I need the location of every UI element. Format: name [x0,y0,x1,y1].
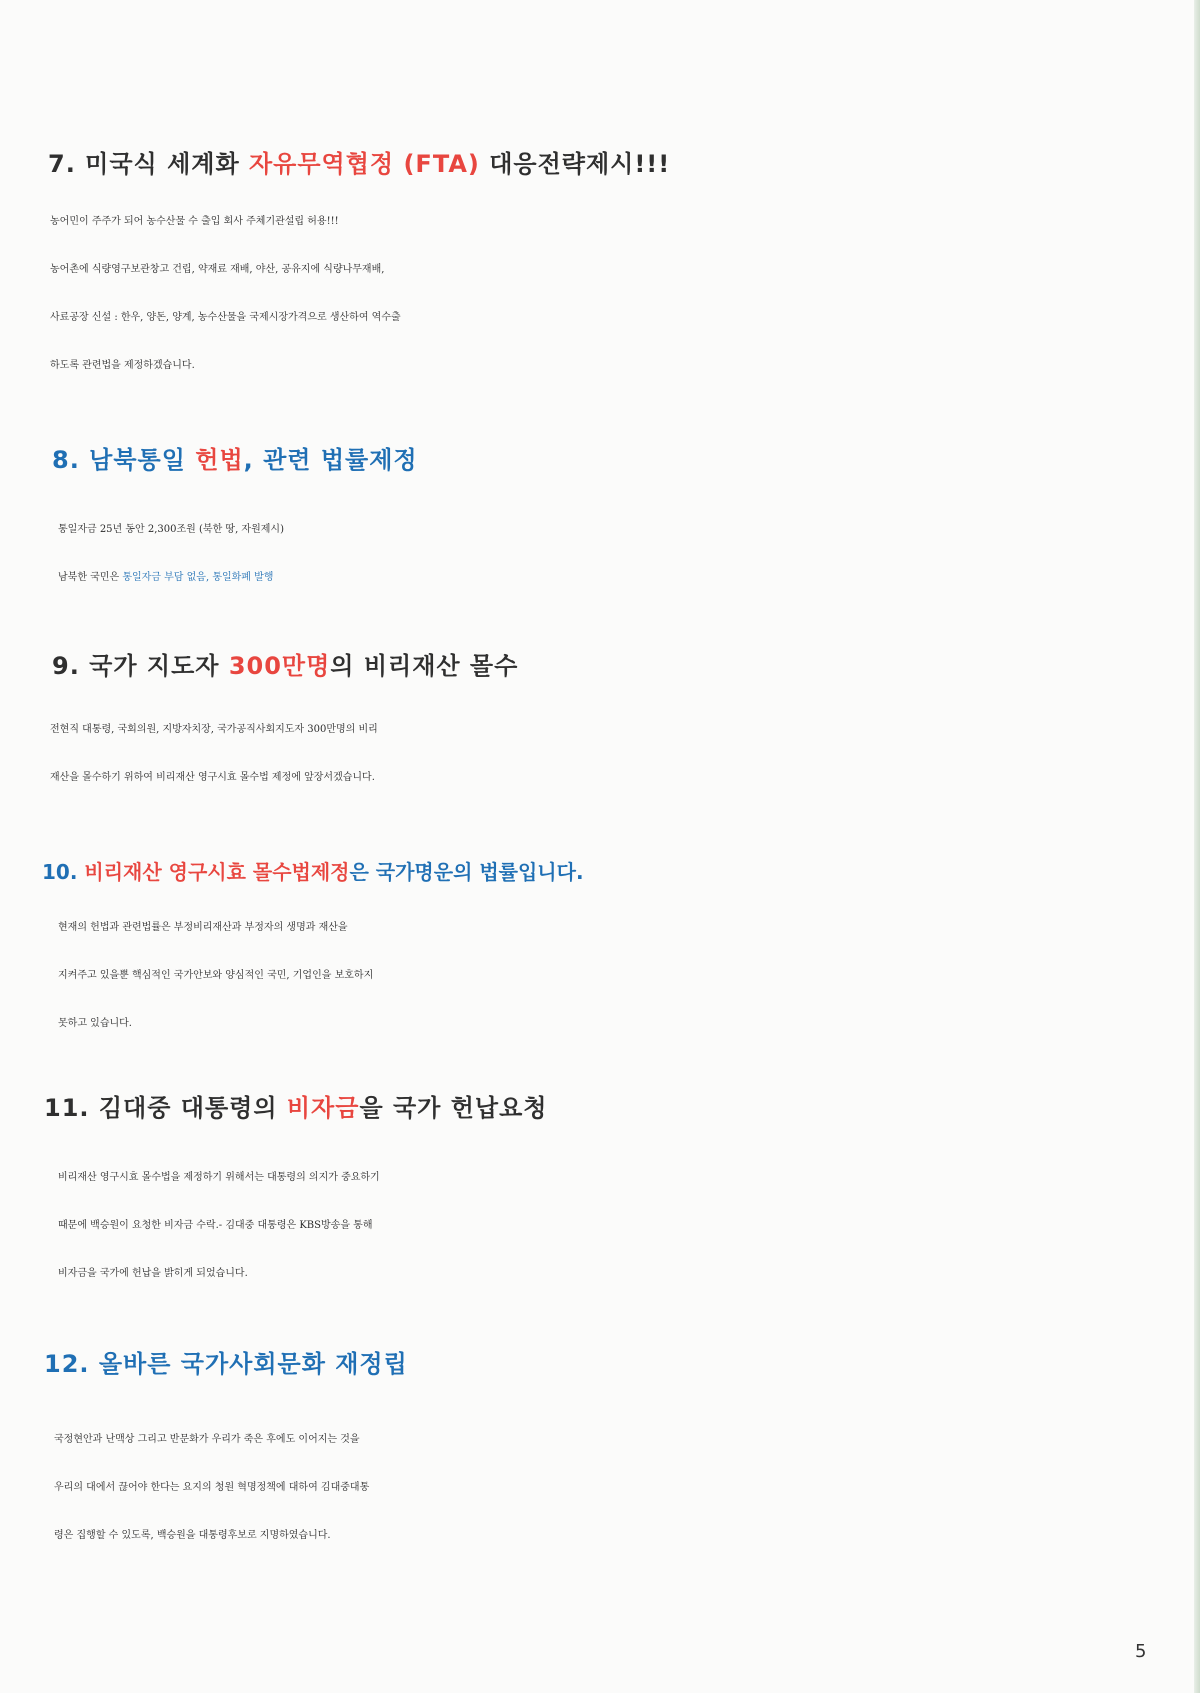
section-8-line-1: 통일자금 25년 동안 2,300조원 (북한 땅, 자원제시) [58,524,284,535]
section-8-heading-part-3: , 관련 법률제정 [243,446,418,474]
section-9-body [50,706,1200,802]
section-10-line-1: 현재의 헌법과 관련법률은 부정비리재산과 부정자의 생명과 재산을 [58,922,348,933]
section-8 [0,434,1200,602]
section-7-heading-part-2: 자유무역협정 (FTA) [249,150,490,178]
section-7-heading-part-3: 대응전략제시!!! [489,150,671,178]
section-11-line-2: 때문에 백승원이 요청한 비자금 수락.- 김대중 대통령은 KBS방송을 통해 [58,1220,373,1231]
section-11-line-1: 비리재산 영구시효 몰수법을 제정하기 위해서는 대통령의 의지가 중요하기 [58,1172,380,1183]
section-12-heading [44,1338,1200,1390]
section-9-line-2: 재산을 몰수하기 위하여 비리재산 영구시효 몰수법 제정에 앞장서겠습니다. [50,772,375,783]
section-11-heading-part-1: 11. 김대중 대통령의 [44,1094,287,1122]
section-8-line-2-prefix: 남북한 국민은 [58,572,123,583]
section-9-line-1: 전현직 대통령, 국회의원, 지방자치장, 국가공직사회지도자 300만명의 비리 [50,724,378,735]
section-10-heading [42,846,1200,898]
section-11-heading [44,1082,1200,1134]
section-11-heading-part-2: 비자금 [286,1094,360,1122]
section-12 [0,1338,1200,1560]
section-8-heading-part-2: 헌법 [195,446,244,474]
page-number: 5 [1135,1641,1147,1662]
section-9-heading-part-1: 9. 국가 지도자 [52,652,229,680]
section-10-heading-part-1: 10. [42,860,85,884]
section-8-body [58,506,1200,602]
section-12-heading-part-1: 12. 올바른 국가사회문화 재정립 [44,1350,408,1378]
section-8-heading-part-1: 8. 남북통일 [52,446,196,474]
section-7-line-2: 농어촌에 식량영구보관창고 건립, 약재료 재배, 야산, 공유지에 식량나무재배, [50,264,385,275]
section-9-heading-part-2: 300만명 [228,652,331,680]
section-8-line-2 [58,554,1200,602]
section-10-line-3: 못하고 있습니다. [58,1018,132,1029]
section-10-body [58,904,1200,1048]
section-10-heading-part-2: 비리재산 영구시효 몰수법제정 [84,860,350,884]
section-7 [0,138,1200,390]
section-11-body [58,1154,1200,1298]
section-8-line-2-highlight: 통일자금 부담 없음, 통일화폐 발행 [122,572,274,583]
section-12-line-2: 우리의 대에서 끊어야 한다는 요지의 청원 혁명정책에 대하여 김대중대통 [54,1482,370,1493]
section-9 [0,640,1200,802]
section-7-heading [48,138,1200,190]
section-9-heading-part-3: 의 비리재산 몰수 [330,652,519,680]
section-7-line-4: 하도록 관련법을 제정하겠습니다. [50,360,195,371]
section-7-line-3: 사료공장 신설 : 한우, 양돈, 양계, 농수산물을 국제시장가격으로 생산하여 역수출 [50,312,401,323]
section-7-heading-part-1: 7. 미국식 세계화 [48,150,249,178]
section-11-heading-part-3: 을 국가 헌납요청 [359,1094,548,1122]
section-12-line-1: 국정현안과 난맥상 그리고 반문화가 우리가 죽은 후에도 이어지는 것을 [54,1434,360,1445]
section-11 [0,1082,1200,1298]
section-11-line-3: 비자금을 국가에 헌납을 밝히게 되었습니다. [58,1268,248,1279]
section-10-heading-part-3: 은 국가명운의 법률입니다. [349,860,584,884]
section-7-body [50,198,1200,390]
section-10 [0,846,1200,1048]
section-10-line-2: 지켜주고 있을뿐 핵심적인 국가안보와 양심적인 국민, 기업인을 보호하지 [58,970,374,981]
section-12-line-3: 령은 집행할 수 있도록, 백승원을 대통령후보로 지명하였습니다. [54,1530,331,1541]
section-7-line-1: 농어민이 주주가 되어 농수산물 수 출입 회사 주체기관설립 허용!!! [50,216,339,227]
section-12-body [54,1416,1200,1560]
section-8-heading [52,434,1200,486]
section-9-heading [52,640,1200,692]
